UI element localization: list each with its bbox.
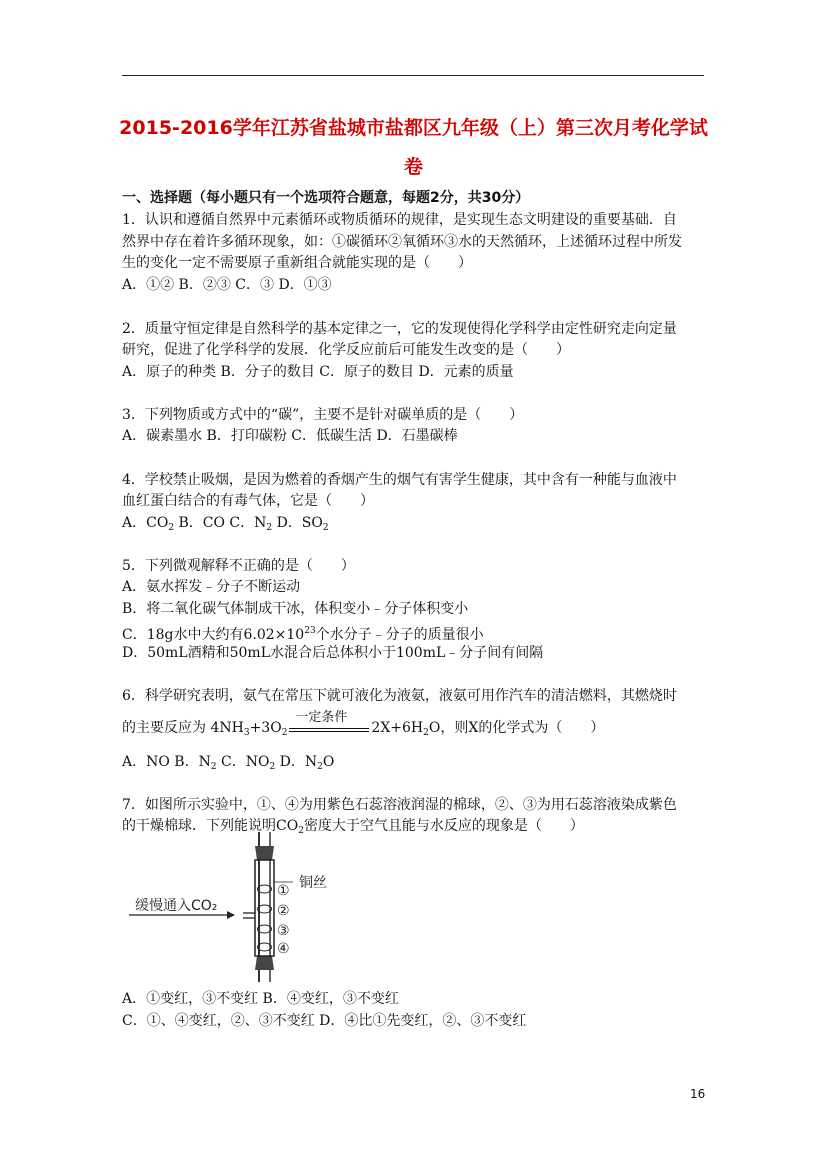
q4-option-d-subscript: 2 xyxy=(322,523,329,533)
q6-eq-start: 的主要反应为 4NH xyxy=(122,720,244,736)
question-1-options: A．①② B．②③ C．③ D．①③ xyxy=(122,277,332,293)
q4-option-a-subscript: 2 xyxy=(168,523,175,533)
q4-option-c-subscript: 2 xyxy=(266,523,273,533)
inlet-label: 缓慢通入CO₂ xyxy=(135,898,218,914)
q6-option-b-subscript: 2 xyxy=(210,762,217,772)
ball-label-1: ① xyxy=(277,883,290,899)
header-rule xyxy=(122,75,704,76)
q6-option-c: C．NO xyxy=(216,754,270,770)
question-7-line-1: 7．如图所示实验中，①、④为用紫色石蕊溶液润湿的棉球，②、③为用石蕊溶液染成紫色 xyxy=(122,797,677,813)
q7-l2-subscript: 2 xyxy=(298,826,304,836)
arrow-head-icon xyxy=(227,911,235,919)
question-7-options-cd: C．①、④变红，②、③不变红 D．④比①先变红，②、③不变红 xyxy=(122,1013,527,1029)
question-1-line-3: 生的变化一定不需要原子重新组合就能实现的是（ ） xyxy=(122,255,472,271)
question-4-options xyxy=(122,513,329,538)
question-5-option-a: A．氨水挥发﹣分子不断运动 xyxy=(122,579,301,595)
q5-c-text: C．18g水中大约有6.02×10 xyxy=(122,627,305,643)
bottom-stopper xyxy=(255,956,274,970)
q6-eq-end: O，则X的化学式为（ ） xyxy=(428,720,605,736)
reaction-condition: 一定条件 xyxy=(295,710,348,725)
q4-option-a: A．CO xyxy=(122,515,169,531)
question-4-line-2: 血红蛋白结合的有毒气体，它是（ ） xyxy=(122,493,374,509)
page-title-continued: 卷 xyxy=(403,156,423,178)
ball-label-3: ③ xyxy=(277,923,290,939)
question-4-line-1: 4．学校禁止吸烟，是因为燃着的香烟产生的烟气有害学生健康，其中含有一种能与血液中 xyxy=(122,472,677,488)
q6-option-d-subscript: 2 xyxy=(317,762,323,772)
experiment-figure xyxy=(127,832,357,982)
q6-option-d: D．N xyxy=(275,754,318,770)
question-6-equation-line xyxy=(122,710,605,743)
question-1-line-1: 1．认识和遵循自然界中元素循环或物质循环的规律，是实现生态文明建设的重要基础．自 xyxy=(122,212,677,228)
q6-option-d-end: O xyxy=(322,754,335,770)
question-5-option-d: D．50mL酒精和50mL水混合后总体积小于100mL﹣分子间有间隔 xyxy=(122,645,544,661)
q6-eq-sub-1: 3 xyxy=(243,728,250,738)
question-5-option-c xyxy=(122,621,484,645)
ball-label-2: ② xyxy=(277,903,290,919)
question-2-options: A．原子的种类 B．分子的数目 C．原子的数目 D．元素的质量 xyxy=(122,364,514,380)
q5-c-exponent: 23 xyxy=(304,626,316,636)
page-title: 2015-2016学年江苏省盐城市盐都区九年级（上）第三次月考化学试 xyxy=(119,117,708,139)
q6-eq-mid: +3O xyxy=(249,720,282,736)
question-3-options: A．碳素墨水 B．打印碳粉 C．低碳生活 D．石墨碳棒 xyxy=(122,428,458,444)
section-heading: 一、选择题（每小题只有一个选项符合题意，每题2分，共30分） xyxy=(122,190,530,206)
question-5-line-1: 5．下列微观解释不正确的是（ ） xyxy=(122,558,355,574)
question-3-line-1: 3．下列物质或方式中的“碳”，主要不是针对碳单质的是（ ） xyxy=(122,407,524,423)
q7-l2-start: 的干燥棉球．下列能说明CO xyxy=(122,818,299,834)
reaction-condition-arrow xyxy=(289,710,369,738)
q5-c-text-end: 个水分子﹣分子的质量很小 xyxy=(315,627,484,643)
question-2-line-2: 研究，促进了化学科学的发展．化学反应前后可能发生改变的是（ ） xyxy=(122,342,570,358)
question-1-line-2: 然界中存在着许多循环现象，如：①碳循环②氧循环③水的天然循环，上述循环过程中所发 xyxy=(122,234,682,250)
ball-label-4: ④ xyxy=(277,941,290,957)
wire-label: 铜丝 xyxy=(299,875,327,891)
q6-eq-products: 2X+6H xyxy=(371,720,424,736)
top-stopper xyxy=(255,846,274,860)
question-6-line-1: 6．科学研究表明，氨气在常压下就可液化为液氨，液氨可用作汽车的清洁燃料，其燃烧时 xyxy=(122,688,677,704)
page-number: 16 xyxy=(690,1087,706,1101)
question-6-options xyxy=(122,752,334,777)
q7-l2-end: 密度大于空气且能与水反应的现象是（ ） xyxy=(303,818,584,834)
q6-option-ab: A．NO B．N xyxy=(122,754,211,770)
question-2-line-1: 2．质量守恒定律是自然科学的基本定律之一，它的发现使得化学科学由定性研究走向定量 xyxy=(122,321,677,337)
glass-tube-diagram xyxy=(127,832,357,982)
q6-eq-sub-3: 2 xyxy=(423,728,429,738)
question-7-options-ab: A．①变红，③不变红 B．④变红，③不变红 xyxy=(122,991,399,1007)
q6-option-c-subscript: 2 xyxy=(269,762,276,772)
q4-option-d: D．SO xyxy=(272,515,323,531)
question-5-option-b: B．将二氧化碳气体制成干冰，体积变小﹣分子体积变小 xyxy=(122,601,469,617)
q4-option-bc: B．CO C．N xyxy=(174,515,267,531)
q6-eq-sub-2: 2 xyxy=(281,728,288,738)
